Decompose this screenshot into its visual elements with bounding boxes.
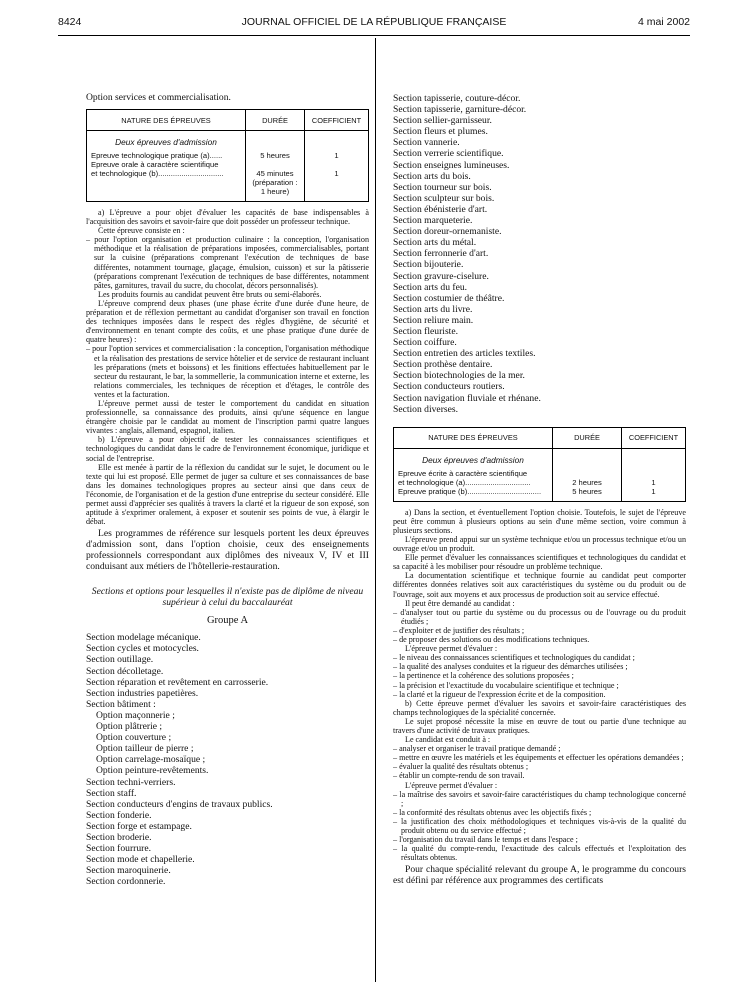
section-item: Section mode et chapellerie. bbox=[86, 854, 195, 866]
section-item: Section sculpteur sur bois. bbox=[393, 192, 495, 204]
paragraph: La documentation scientifique et technique fournie au candidat peut comporter différentes données relatives soit aux caractéristiques du système ou du produit ou de l'ouvrage, soit aux moyens et aux processus de production soit au service effectué. bbox=[393, 571, 686, 599]
section-item: Section costumier de théâtre. bbox=[393, 292, 505, 304]
option-intro: Option services et commercialisation. bbox=[86, 92, 231, 103]
paragraph: L'épreuve permet d'évaluer : bbox=[405, 780, 498, 790]
list-item: – pour l'option services et commercialisation : la conception, l'organisation méthodique et la réalisation des prestations de service hôtelier et de service de restaurant incluant les préparations (mets et boissons) et les finitions effectuées habituellement par le secteur du restaurant, le bar, la sommellerie, la communication interne et externe, les relations commerciales, les techniques de réception et d'étages, le contrôle des ventes et la facturation. bbox=[86, 344, 369, 399]
row-nature: Epreuve technologique pratique (a)...... bbox=[87, 151, 246, 160]
column-divider bbox=[375, 38, 376, 982]
section-item: Section décolletage. bbox=[86, 665, 164, 677]
section-item: Section réparation et revêtement en carrosserie. bbox=[86, 676, 269, 688]
table-subtitle: Deux épreuves d'admission bbox=[87, 131, 246, 152]
section-item: Section entretien des articles textiles. bbox=[393, 348, 536, 360]
row-duree: 45 minutes (préparation : 1 heure) bbox=[246, 160, 305, 202]
section-item: Section ferronnerie d'art. bbox=[393, 248, 489, 260]
right-body-text bbox=[393, 508, 686, 863]
section-item: Section prothèse dentaire. bbox=[393, 359, 493, 371]
row-duree: 5 heures bbox=[246, 151, 305, 160]
section-item: Section broderie. bbox=[86, 831, 152, 843]
header-nature: NATURE DES ÉPREUVES bbox=[394, 427, 553, 448]
header-coefficient: COEFFICIENT bbox=[622, 427, 686, 448]
section-item: Section navigation fluviale et rhénane. bbox=[393, 392, 541, 404]
section-item: Section conducteurs d'engins de travaux publics. bbox=[86, 798, 273, 810]
section-item: Section fleurs et plumes. bbox=[393, 126, 488, 138]
option-item: Option tailleur de pierre ; bbox=[96, 743, 194, 755]
section-item: Section conducteurs routiers. bbox=[393, 381, 505, 393]
header-duree: DURÉE bbox=[246, 110, 305, 131]
epreuves-table-right bbox=[393, 427, 686, 502]
list-item: – la qualité des analyses conduites et la rigueur des démarches utilisées ; bbox=[393, 662, 628, 672]
epreuves-table-left bbox=[86, 109, 369, 202]
section-item: Section ébénisterie d'art. bbox=[393, 203, 488, 215]
section-item: Section doreur-ornemaniste. bbox=[393, 226, 502, 238]
list-item: – la pertinence et la cohérence des solutions proposées ; bbox=[393, 671, 574, 681]
section-item: Section coiffure. bbox=[393, 337, 457, 349]
table-header-row bbox=[87, 110, 369, 131]
list-item: – mettre en œuvre les matériels et les équipements et effectuer les opérations demandées ; bbox=[393, 753, 684, 763]
journal-title: JOURNAL OFFICIEL DE LA RÉPUBLIQUE FRANÇAISE bbox=[241, 16, 507, 28]
list-item: – analyser et organiser le travail pratique demandé ; bbox=[393, 744, 561, 754]
list-item: – évaluer la qualité des résultats obtenus ; bbox=[393, 762, 529, 772]
list-item: – d'exploiter et de justifier des résultats ; bbox=[393, 625, 525, 635]
section-item: Section arts du feu. bbox=[393, 281, 468, 293]
paragraph: L'épreuve prend appui sur un système technique et/ou un processus technique et/ou un ouvrage et/ou un produit. bbox=[393, 535, 686, 554]
list-item: – établir un compte-rendu de son travail. bbox=[393, 771, 525, 781]
table-row bbox=[394, 469, 686, 487]
note-a: a) L'épreuve a pour objet d'évaluer les capacités de base indispensables à l'acquisition des savoirs et savoir-faire que doit posséder un professeur technique. bbox=[86, 208, 369, 227]
section-item: Section outillage. bbox=[86, 654, 154, 666]
row-coef: 1 bbox=[622, 469, 686, 487]
row-nature: Epreuve écrite à caractère scientifique et technologique (a)............................... bbox=[394, 469, 553, 487]
table-row bbox=[394, 487, 686, 502]
section-item: Section cycles et motocycles. bbox=[86, 643, 199, 655]
table-header-row bbox=[394, 427, 686, 448]
paragraph: Elle est menée à partir de la réflexion du candidat sur le sujet, le document ou le texte qui lui est proposé. Elle permet de juger sa culture et ses connaissances de base dans les domaines technologiques propres au secteur ainsi que dans ceux de l'économie, de l'organisation et de la gestion d'une entreprise du secteur considéré. Elle permet aussi d'apprécier ses qualités à travers la clarté et la rigueur de son exposé, son aptitude à s'exprimer oralement, à exposer et soutenir ses points de vue, à élargir le débat. bbox=[86, 462, 369, 527]
note-b: b) L'épreuve a pour objectif de tester les connaissances scientifiques et technologiques du candidat dans le cadre de l'environnement économique, juridique et social de l'entreprise. bbox=[86, 435, 369, 463]
list-item: – la justification des choix méthodologiques et techniques vis-à-vis de la qualité du produit obtenu ou du service effectué ; bbox=[393, 816, 686, 835]
section-item: Section sellier-garnisseur. bbox=[393, 115, 492, 127]
row-nature: Epreuve pratique (b)................................... bbox=[394, 487, 553, 502]
paragraph: L'épreuve permet aussi de tester le comportement du candidat en situation professionnelle, sa connaissance des produits, ainsi qu'une séquence en langue étrangère choisie par le candidat au moment de l'inscription parmi quatre langues vivantes : anglais, allemand, espagnol, italien. bbox=[86, 398, 369, 436]
header-rule bbox=[58, 35, 690, 36]
section-item: Section diverses. bbox=[393, 403, 459, 415]
list-item: – l'organisation du travail dans le temps et dans l'espace ; bbox=[393, 835, 578, 845]
row-coef: 1 bbox=[622, 487, 686, 502]
section-item: Section marqueterie. bbox=[393, 215, 473, 227]
section-item: Section tourneur sur bois. bbox=[393, 181, 492, 193]
section-item: Section arts du métal. bbox=[393, 237, 477, 249]
right-column bbox=[393, 93, 686, 983]
section-item: Section fleuriste. bbox=[393, 325, 459, 337]
section-item: Section fonderie. bbox=[86, 809, 152, 821]
list-item: – la précision et l'exactitude du vocabulaire scientifique et technique ; bbox=[393, 680, 619, 690]
section-item: Section enseignes lumineuses. bbox=[393, 159, 510, 171]
left-body-text bbox=[86, 208, 369, 526]
section-item: Section cordonnerie. bbox=[86, 876, 166, 888]
group-heading: Groupe A bbox=[206, 615, 249, 627]
sections-heading: Sections et options pour lesquelles il n'existe pas de diplôme de niveau supérieur à celui du baccalauréat bbox=[91, 586, 364, 609]
list-item: – la clarté et la rigueur de l'expression écrite et de la composition. bbox=[393, 689, 606, 699]
table-row bbox=[87, 151, 369, 160]
row-duree: 5 heures bbox=[553, 487, 622, 502]
page-header bbox=[58, 0, 690, 32]
section-item: Section modelage mécanique. bbox=[86, 632, 201, 644]
section-item: Section arts du livre. bbox=[393, 303, 473, 315]
option-item: Option plâtrerie ; bbox=[96, 721, 163, 733]
section-list-right bbox=[393, 93, 686, 415]
paragraph: Le candidat est conduit à : bbox=[405, 735, 491, 745]
list-item: – la maîtrise des savoirs et savoir-faire caractéristiques du champ technologique concerné ; bbox=[393, 789, 686, 808]
section-item: Section bijouterie. bbox=[393, 259, 464, 271]
list-item: – le niveau des connaissances scientifiques et technologiques du candidat ; bbox=[393, 653, 635, 663]
table-subtitle-row bbox=[394, 448, 686, 469]
paragraph: Les produits fournis au candidat peuvent être bruts ou semi-élaborés. bbox=[98, 289, 322, 299]
publication-date: 4 mai 2002 bbox=[638, 16, 690, 28]
header-duree: DURÉE bbox=[553, 427, 622, 448]
paragraph: L'épreuve permet d'évaluer : bbox=[405, 644, 498, 654]
section-item: Section staff. bbox=[86, 787, 137, 799]
section-item: Section tapisserie, garniture-décor. bbox=[393, 104, 527, 116]
section-item: Section maroquinerie. bbox=[86, 865, 171, 877]
row-duree: 2 heures bbox=[553, 469, 622, 487]
paragraph: Elle permet d'évaluer les connaissances scientifiques et technologiques du candidat et sa capacité à les mobiliser pour résoudre un problème technique. bbox=[393, 553, 686, 572]
list-item: – pour l'option organisation et production culinaire : la conception, l'organisation méthodique et la réalisation de préparations imposées, commercialisables, portant sur la cuisine (préparations comprenant l'exécution de techniques de base différentes, notamment tournage, glaçage, émulsion, cuisson) et sur la pâtisserie (préparations comprenant l'exécution de techniques de base différentes, notamment pâtes, garnitures, travail du sucre, du chocolat, décors personnalisés). bbox=[86, 235, 369, 290]
programmes-paragraph: Les programmes de référence sur lesquels portent les deux épreuves d'admission sont, dans l'option choisie, ceux des enseignements professionnels correspondant aux diplômes des niveaux V, IV et III conduisant aux métiers de l'hôtellerie-restauration. bbox=[86, 528, 369, 573]
option-item: Option couverture ; bbox=[96, 732, 172, 744]
paragraph: Le sujet proposé nécessite la mise en œuvre de tout ou partie d'une technique au travers d'une activité de travaux pratiques. bbox=[393, 716, 686, 735]
paragraph: Il peut être demandé au candidat : bbox=[405, 598, 515, 608]
note-a: a) Dans la section, et éventuellement l'option choisie. Toutefois, le sujet de l'épreuve peut être commun à plusieurs options au sein d'une même section, voire commun à plusieurs sections. bbox=[393, 507, 686, 535]
section-item: Section vannerie. bbox=[393, 137, 460, 149]
paragraph: Cette épreuve consiste en : bbox=[98, 226, 185, 236]
left-column bbox=[86, 92, 369, 984]
option-item: Option maçonnerie ; bbox=[96, 709, 175, 721]
section-item: Section forge et estampage. bbox=[86, 820, 192, 832]
row-nature: Epreuve orale à caractère scientifique et technologique (b)............................... bbox=[87, 160, 246, 202]
header-nature: NATURE DES ÉPREUVES bbox=[87, 110, 246, 131]
table-subtitle: Deux épreuves d'admission bbox=[394, 448, 553, 469]
section-item: Section fourrure. bbox=[86, 843, 152, 855]
list-item: – d'analyser tout ou partie du système ou du processus ou de l'ouvrage ou du produit étudiés ; bbox=[393, 607, 686, 626]
section-list-left bbox=[86, 632, 369, 887]
final-paragraph: Pour chaque spécialité relevant du groupe A, le programme du concours est défini par référence aux programmes des certificats bbox=[393, 864, 686, 887]
section-item: Section reliure main. bbox=[393, 314, 474, 326]
section-item: Section bâtiment : bbox=[86, 698, 156, 710]
list-item: – de proposer des solutions ou des modifications techniques. bbox=[393, 635, 590, 645]
option-item: Option peinture-revêtements. bbox=[96, 765, 209, 777]
paragraph: L'épreuve comprend deux phases (une phase écrite d'une durée d'une heure, de préparation et de réflexion permettant au candidat d'organiser son travail en fonction des techniques imposées dans le respect des règles d'hygiène, de sécurité et d'environnement en tenant compte des coûts, et une phase pratique d'une durée de quatre heures) : bbox=[86, 298, 369, 345]
note-b: b) Cette épreuve permet d'évaluer les savoirs et savoir-faire caractéristiques des champs technologiques de la spécialité concernée. bbox=[393, 698, 686, 717]
list-item: – la conformité des résultats obtenus avec les objectifs fixés ; bbox=[393, 807, 592, 817]
list-item: – la qualité du compte-rendu, l'exactitude des calculs effectués et l'exploitation des résultats obtenus. bbox=[393, 844, 686, 863]
section-item: Section industries papetières. bbox=[86, 687, 199, 699]
table-row bbox=[87, 160, 369, 202]
row-coef: 1 bbox=[305, 160, 369, 202]
section-item: Section arts du bois. bbox=[393, 170, 471, 182]
section-item: Section biotechnologies de la mer. bbox=[393, 370, 525, 382]
section-item: Section techni-verriers. bbox=[86, 776, 176, 788]
section-item: Section gravure-ciselure. bbox=[393, 270, 489, 282]
row-coef: 1 bbox=[305, 151, 369, 160]
table-subtitle-row bbox=[87, 131, 369, 152]
section-item: Section verrerie scientifique. bbox=[393, 148, 504, 160]
section-item: Section tapisserie, couture-décor. bbox=[393, 93, 521, 104]
page-number: 8424 bbox=[58, 16, 82, 28]
header-coefficient: COEFFICIENT bbox=[305, 110, 369, 131]
option-item: Option carrelage-mosaïque ; bbox=[96, 754, 206, 766]
